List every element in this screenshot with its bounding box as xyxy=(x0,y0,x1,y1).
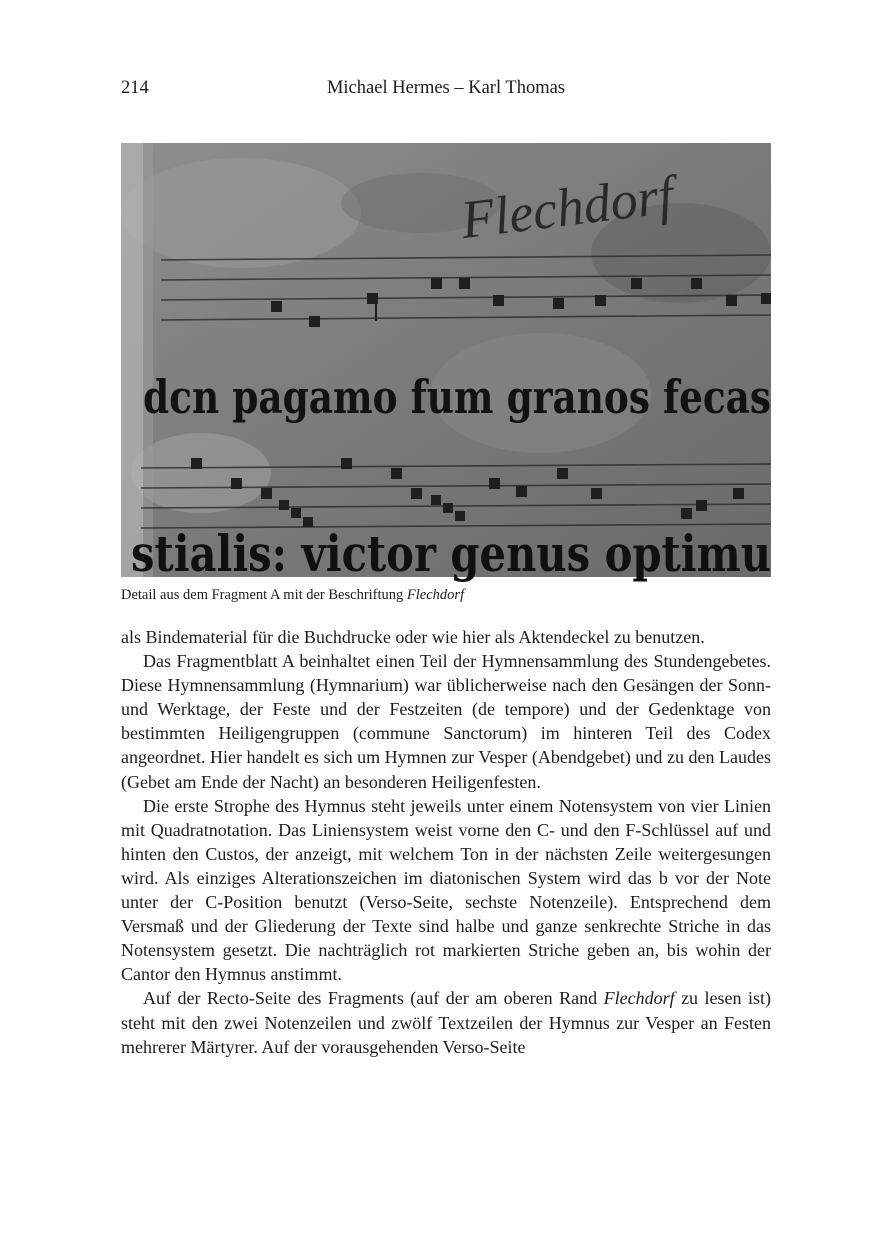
inscription-flechdorf: Flechdorf xyxy=(457,164,677,251)
paragraph-4-part-a: Auf der Recto-Seite des Fragments (auf der am oberen Rand xyxy=(143,988,604,1009)
page-header xyxy=(121,78,771,106)
body-text xyxy=(121,625,771,1059)
caption-italic: Flechdorf xyxy=(406,587,465,603)
manuscript-text-line-1: dcn pagamo fum granos fecas xyxy=(143,370,771,424)
figure-caption xyxy=(121,585,771,605)
manuscript-image xyxy=(121,143,771,583)
manuscript-text-line-2: stialis: victor genus optimu xyxy=(131,524,771,583)
running-head: Michael Hermes – Karl Thomas xyxy=(326,78,566,98)
caption-text: Detail aus dem Fragment A mit der Beschriftung xyxy=(121,587,407,603)
paragraph-4 xyxy=(121,986,771,1058)
page-number: 214 xyxy=(121,78,149,98)
paragraph-3: Die erste Strophe des Hymnus steht jeweils unter einem Notensystem von vier Linien mit Quadratnotation. Das Liniensystem weist vorne den C- und den F-Schlüssel auf und hinten den Custos, der anzeigt, mit welchem Ton in der nächsten Zeile weitergesungen wird. Als einziges Alterationszeichen im diatonischen System wird das b vor der Note unter der C-Position benutzt (Verso-Seite, sechste Notenzeile). Entsprechend dem Versmaß und der Gliederung der Texte sind halbe und ganze senkrechte Striche in das Notensystem gesetzt. Die nachträglich rot markierten Striche geben an, bis wohin der Cantor den Hymnus anstimmt. xyxy=(121,795,771,985)
paragraph-1: als Bindematerial für die Buchdrucke oder wie hier als Aktendeckel zu benutzen. xyxy=(121,627,705,647)
paragraph-4-part-b: zu lesen ist) steht mit den zwei Notenzeilen und zwölf Textzeilen der Hymnus zur Vesper an Festen mehrerer Märtyrer. Auf der vorausgehenden Verso-Seite xyxy=(121,988,771,1057)
manuscript-fragment-photo xyxy=(121,143,771,583)
paragraph-4-italic: Flechdorf xyxy=(603,988,675,1009)
paragraph-2: Das Fragmentblatt A beinhaltet einen Teil der Hymnensammlung des Stundengebetes. Diese Hymnensammlung (Hymnarium) war üblicherweise nach den Gesängen der Sonn- und Werktage, der Feste und der Festzeiten (de tempore) und der Gedenktage von bestimmten Heiligengruppen (commune Sanctorum) im hinteren Teil des Codex angeordnet. Hier handelt es sich um Hymnen zur Vesper (Abendgebet) und zu den Laudes (Gebet am Ende der Nacht) an besonderen Heiligenfesten. xyxy=(121,651,771,792)
